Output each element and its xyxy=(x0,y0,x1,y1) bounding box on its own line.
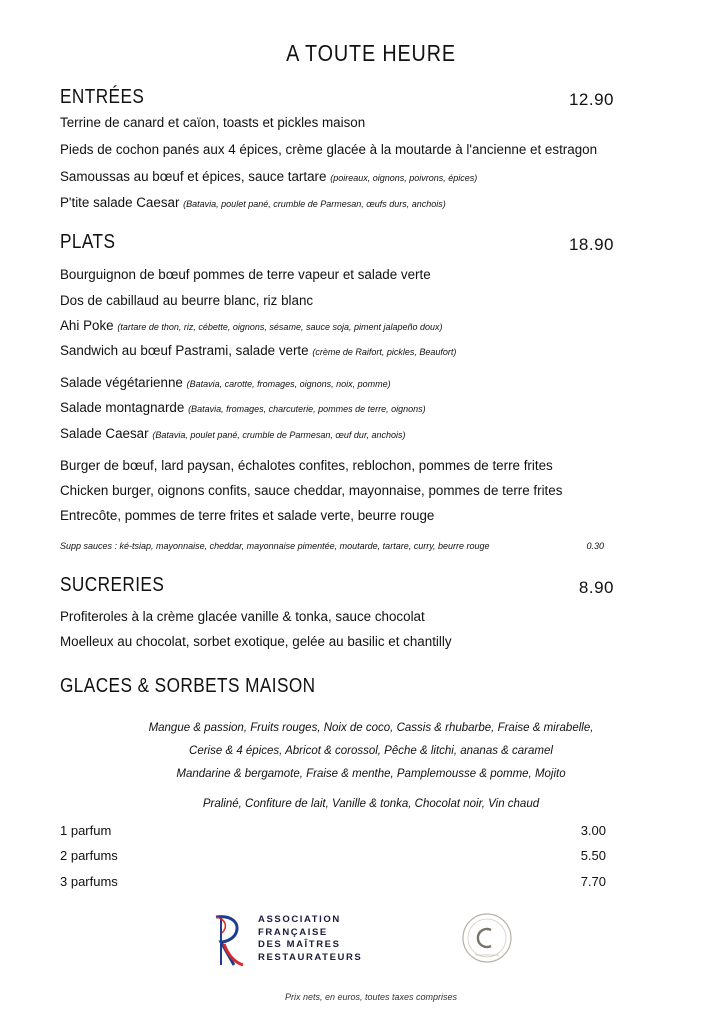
entrees-title: ENTRÉES xyxy=(60,86,145,108)
item-name: Entrecôte, pommes de terre frites et salade verte, beurre rouge xyxy=(60,508,435,523)
association-line: ASSOCIATION xyxy=(258,914,341,925)
entree-item xyxy=(60,169,477,186)
flavor-line: Mandarine & bergamote, Fraise & menthe, Pamplemousse & pomme, Mojito xyxy=(176,768,566,780)
size-label: 1 parfum xyxy=(60,823,112,838)
item-name: Salade végétarienne xyxy=(60,375,183,390)
supp-sauces-label: Supp sauces : ké-tsiap, mayonnaise, cheddar, mayonnaise pimentée, moutarde, tartare, curry, beurre rouge xyxy=(60,541,490,551)
flavor-line: Mangue & passion, Fruits rouges, Noix de coco, Cassis & rhubarbe, Fraise & mirabelle, xyxy=(148,722,594,734)
size-price: 7.70 xyxy=(580,874,606,889)
flavor-line: Cerise & 4 épices, Abricot & corossol, Pêche & litchi, ananas & caramel xyxy=(189,745,553,757)
size-row xyxy=(60,823,606,839)
plat-item xyxy=(60,508,434,524)
association-line: RESTAURATEURS xyxy=(258,951,363,963)
glaces-title: GLACES & SORBETS MAISON xyxy=(60,675,316,697)
item-name: Chicken burger, oignons confits, sauce cheddar, mayonnaise, pommes de terre frites xyxy=(60,483,563,498)
entrees-header xyxy=(60,86,614,112)
entree-item xyxy=(60,115,365,131)
item-detail: (crème de Raifort, pickles, Beaufort) xyxy=(312,347,457,357)
item-name: Ahi Poke xyxy=(60,318,114,333)
item-name: Terrine de canard et caïon, toasts et pickles maison xyxy=(60,115,366,130)
association-line: FRANÇAISE xyxy=(258,926,328,938)
page-title: A TOUTE HEURE xyxy=(286,40,456,66)
plat-item xyxy=(60,293,313,309)
supp-sauces-price: 0.30 xyxy=(586,541,604,551)
plat-item xyxy=(60,267,431,283)
size-price: 5.50 xyxy=(580,848,606,863)
item-name: P'tite salade Caesar xyxy=(60,195,180,210)
sucreries-price: 8.90 xyxy=(578,578,614,597)
sucreries-title: SUCRERIES xyxy=(60,574,165,596)
glaces-header xyxy=(60,675,614,701)
maitres-restaurateurs-logo-icon xyxy=(212,913,246,969)
size-row xyxy=(60,874,606,890)
item-name: Pieds de cochon panés aux 4 épices, crème glacée à la moutarde à l'ancienne et estragon xyxy=(60,142,598,157)
plat-item xyxy=(60,375,391,392)
plats-price: 18.90 xyxy=(568,235,614,254)
plats-header xyxy=(60,231,614,257)
sucreries-header xyxy=(60,574,614,600)
size-label: 3 parfums xyxy=(60,874,118,889)
plat-item xyxy=(60,483,562,499)
sucrerie-item xyxy=(60,609,425,625)
item-name: Sandwich au bœuf Pastrami, salade verte xyxy=(60,343,309,358)
flavor-line: Praliné, Confiture de lait, Vanille & tonka, Chocolat noir, Vin chaud xyxy=(202,798,540,810)
item-detail: (tartare de thon, riz, cébette, oignons, sésame, sauce soja, piment jalapeño doux) xyxy=(117,322,443,332)
item-name: Profiteroles à la crème glacée vanille & tonka, sauce chocolat xyxy=(60,609,425,624)
plat-item xyxy=(60,400,426,417)
footer-note: Prix nets, en euros, toutes taxes comprises xyxy=(284,992,458,1002)
association-line: DES MAÎTRES xyxy=(258,939,341,950)
item-name: Salade Caesar xyxy=(60,426,149,441)
entree-item xyxy=(60,142,597,158)
size-row xyxy=(60,848,606,864)
item-name: Moelleux au chocolat, sorbet exotique, gelée au basilic et chantilly xyxy=(60,634,452,649)
item-name: Dos de cabillaud au beurre blanc, riz blanc xyxy=(60,293,314,308)
item-name: Salade montagnarde xyxy=(60,400,185,415)
plat-item xyxy=(60,318,443,335)
size-price: 3.00 xyxy=(580,823,606,838)
plat-item xyxy=(60,343,456,360)
item-detail: (Batavia, carotte, fromages, oignons, noix, pomme) xyxy=(186,379,391,389)
item-name: Bourguignon de bœuf pommes de terre vapeur et salade verte xyxy=(60,267,431,282)
sucrerie-item xyxy=(60,634,452,650)
size-label: 2 parfums xyxy=(60,848,118,863)
item-detail: (Batavia, fromages, charcuterie, pommes de terre, oignons) xyxy=(188,404,426,414)
item-name: Samoussas au bœuf et épices, sauce tartare xyxy=(60,169,327,184)
entree-item xyxy=(60,195,446,212)
item-detail: (Batavia, poulet pané, crumble de Parmesan, œuf dur, anchois) xyxy=(152,430,406,440)
plats-title: PLATS xyxy=(60,231,116,253)
plat-item xyxy=(60,426,405,443)
seal-icon xyxy=(461,909,513,967)
entrees-price: 12.90 xyxy=(568,90,614,109)
item-name: Burger de bœuf, lard paysan, échalotes confites, reblochon, pommes de terre frites xyxy=(60,458,553,473)
plat-item xyxy=(60,458,553,474)
association-name xyxy=(258,914,362,964)
item-detail: (poireaux, oignons, poivrons, épices) xyxy=(330,173,478,183)
item-detail: (Batavia, poulet pané, crumble de Parmesan, œufs durs, anchois) xyxy=(183,199,446,209)
